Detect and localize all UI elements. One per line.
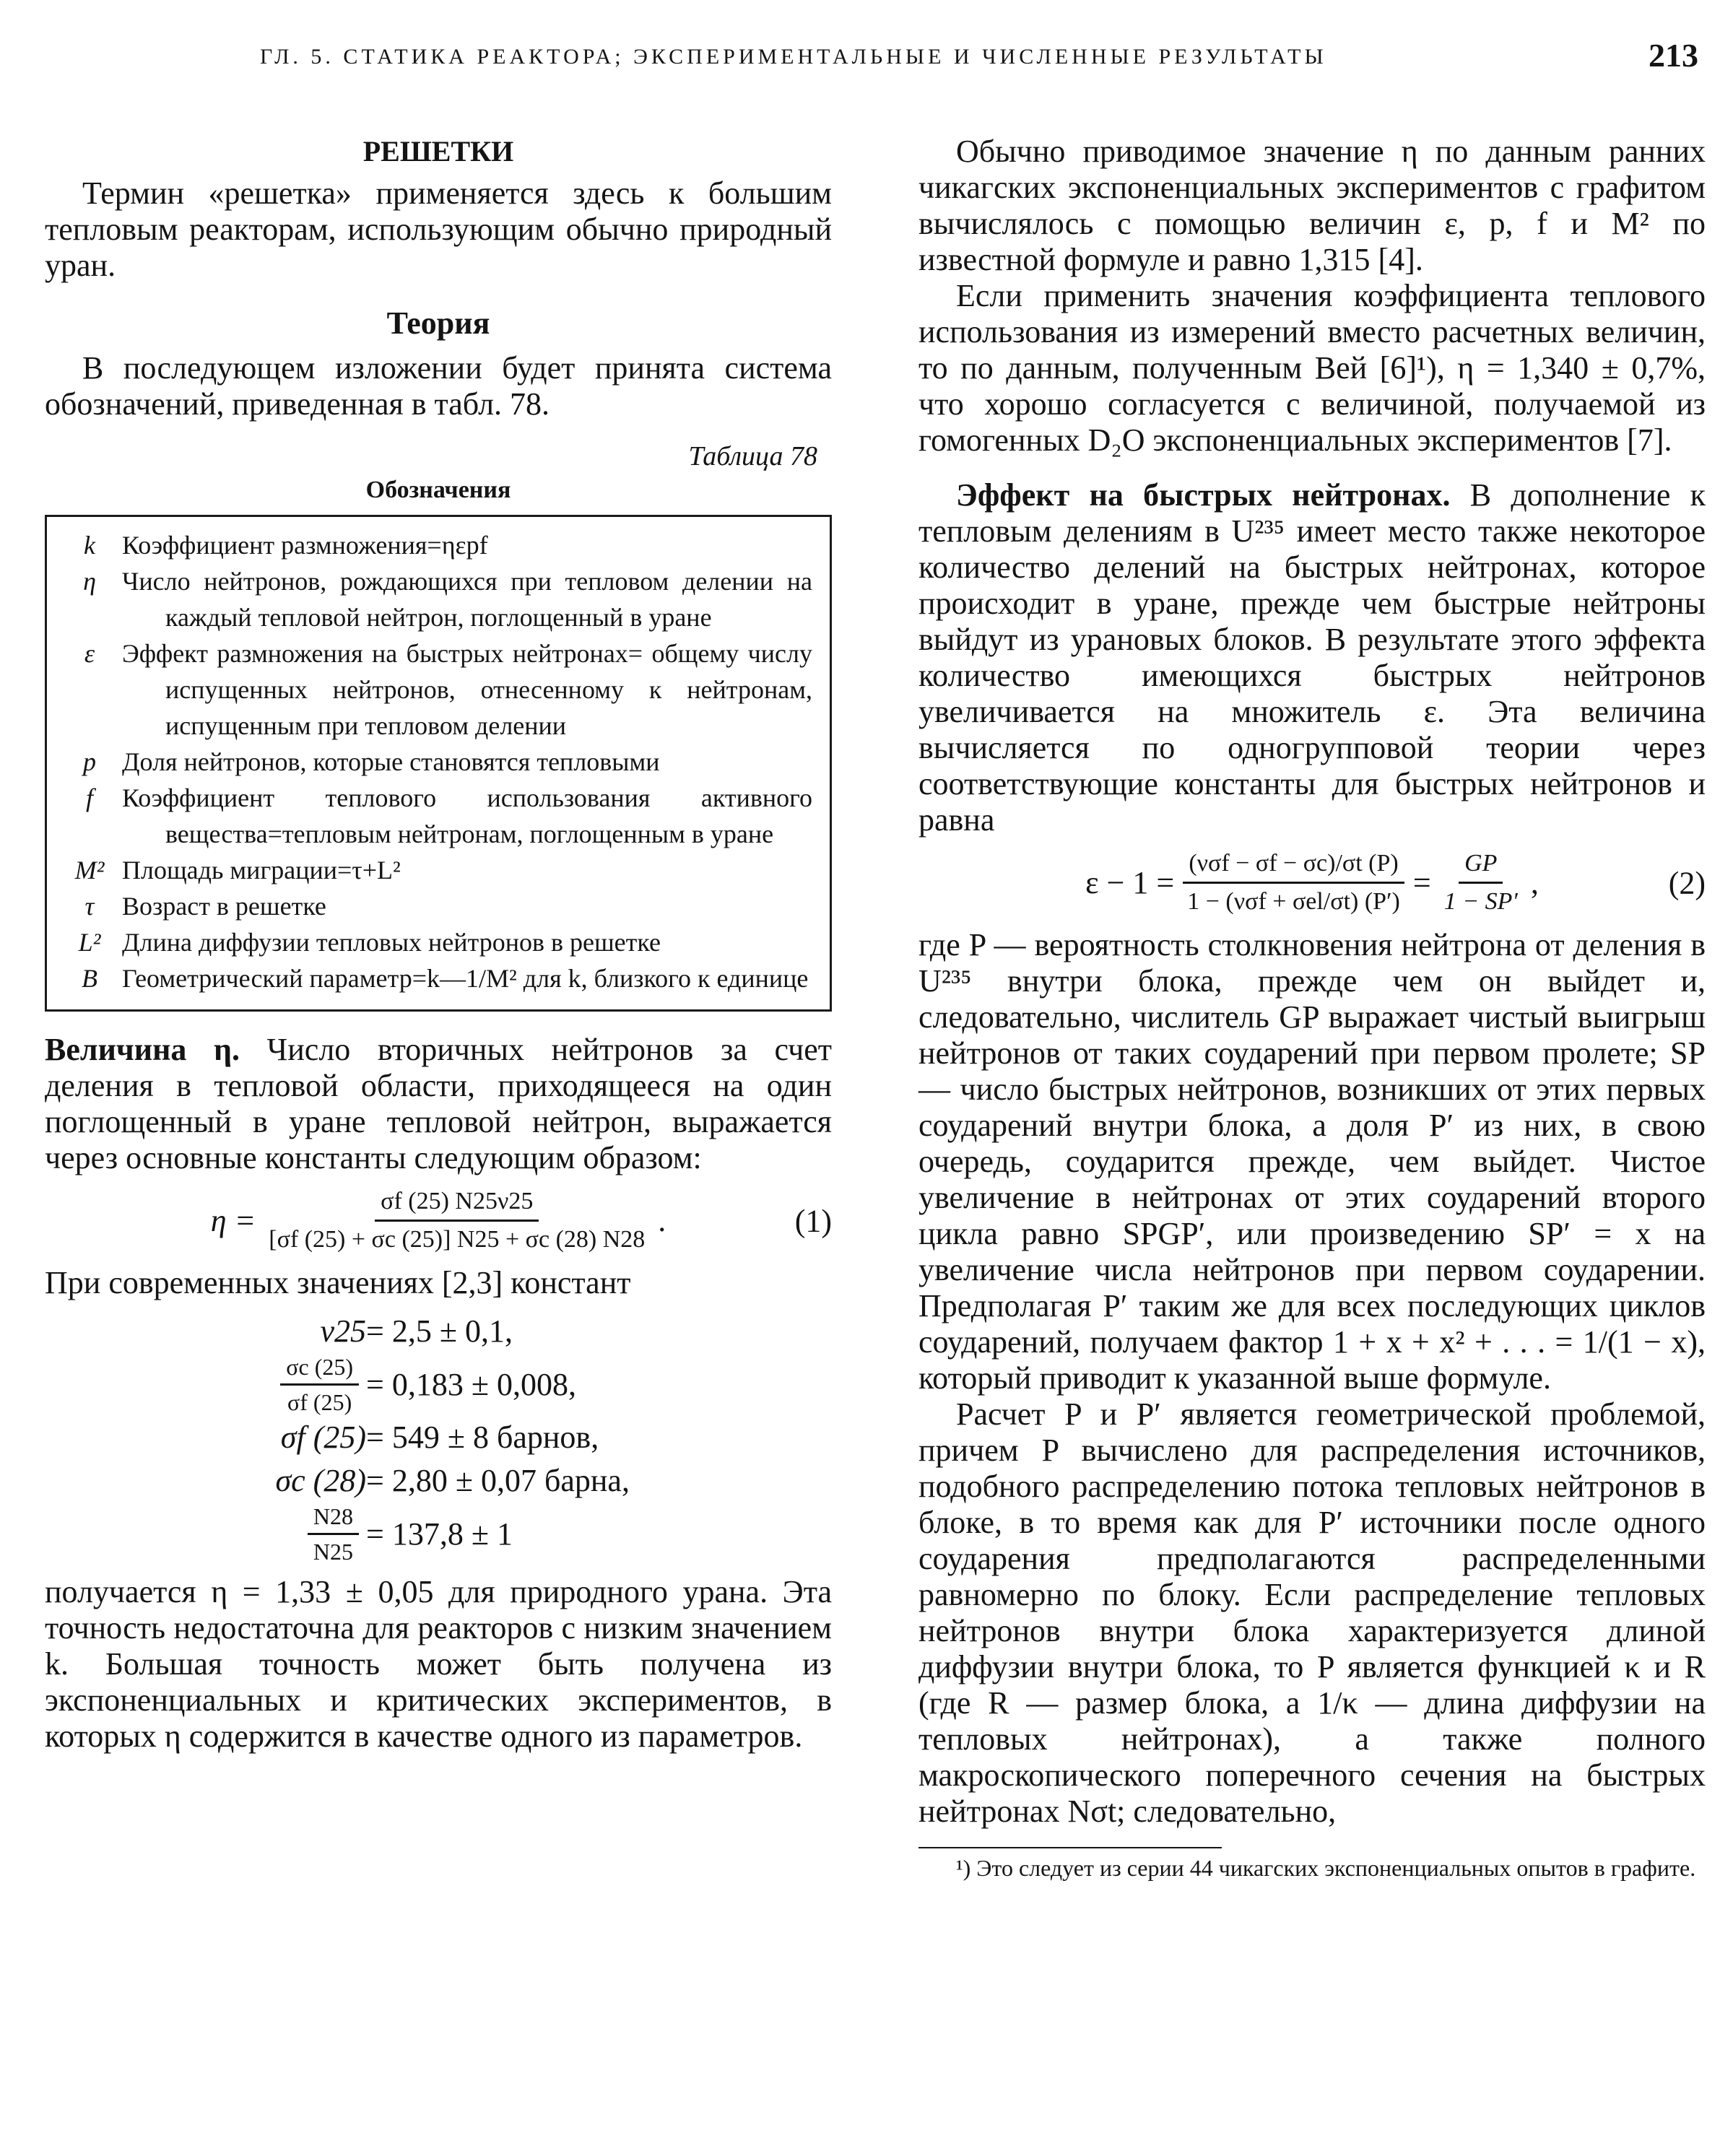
table-row: [57, 960, 812, 996]
table-symbol: ε: [84, 639, 95, 668]
eq2-equals: =: [1412, 865, 1431, 900]
eq1-tail: .: [658, 1203, 666, 1238]
eq2-denominator-1: 1 − (νσf + σel/σt) (P′): [1187, 888, 1400, 915]
table-title: Обозначения: [365, 477, 511, 503]
ratio-numerator: N28: [308, 1503, 359, 1535]
table-caption: Таблица 78: [688, 441, 817, 471]
paragraph-notation-intro: В последующем изложении будет принята система обозначений, приведенная в табл. 78.: [45, 350, 832, 422]
table-row: [57, 888, 812, 924]
fast-effect-text: В дополнение к тепловым делениям в U²³⁵ имеет место также некоторое количество делений на быстрых нейтронах, которое происходит в уране, прежде чем быстрые нейтроны выйдут из урановых блоков. В результате этого эффекта количество имеющихся быстрых нейтронов увеличивается на множитель ε. Эта величина вычисляется по одногрупповой теории через соответствующие константы для быстрых нейтронов и равна: [918, 477, 1706, 838]
value-lhs: σc (28): [275, 1463, 366, 1498]
right-column: [918, 134, 1706, 1882]
paragraph-eta: [45, 1032, 832, 1176]
theory-heading: Теория: [386, 305, 490, 341]
paragraph-probability: где P — вероятность столкновения нейтрона от деления в U²³⁵ внутри блока, прежде чем он выйдет и, следовательно, числитель GP выражает чистый выигрыш нейтронов от таких соударений при первом пролете; SP — число быстрых нейтронов, возникших от этих первых соударений внутри блока, а доля P′ из них, в свою очередь, соударится прежде, чем выйдет. Чистое увеличение в нейтронах от этих соударений второго цикла равно SPGP′, или произведению SP′ = x на увеличение числа нейтронов при первом соударении. Предполагая P′ таким же для всех последующих циклов соударений, получаем фактор 1 + x + x² + . . . = 1/(1 − x), который приводит к указанной выше формуле.: [918, 927, 1706, 1396]
value-lhs: ν25: [320, 1313, 366, 1349]
table-description: Геометрический параметр=k—1/M² для k, близкого к единице: [122, 964, 809, 993]
notation-table: [45, 515, 832, 1012]
footnote: ¹) Это следует из серии 44 чикагских экспоненциальных опытов в графите.: [956, 1855, 1696, 1881]
table-description: Число нейтронов, рождающихся при тепловом делении на каждый тепловой нейтрон, поглощенный в уране: [122, 567, 812, 632]
table-row: [57, 852, 812, 888]
paragraph-current-values: При современных значениях [2,3] констант: [45, 1265, 631, 1300]
section-heading: РЕШЕТКИ: [362, 135, 514, 168]
fast-effect-heading: Эффект на быстрых нейтронах.: [956, 477, 1451, 513]
value-lhs: σf (25): [280, 1420, 366, 1455]
eq2-lhs: ε − 1 =: [1085, 865, 1175, 900]
eta-heading: Величина η.: [45, 1032, 240, 1067]
table-row: [57, 924, 812, 960]
value-row: [45, 1416, 832, 1459]
value-rhs: = 2,5 ± 0,1,: [366, 1313, 513, 1349]
table-row: [57, 780, 812, 852]
page-number: 213: [1649, 37, 1698, 74]
footnote-rule: [918, 1847, 1222, 1848]
value-row: [45, 1459, 832, 1503]
paragraph-geometry: Расчет P и P′ является геометрической проблемой, причем P вычислено для распределения источников, подобного распределению потока тепловых нейтронов в блоке, в то время как для P′ источники после одного соударения предполагаются распределенными равномерно по блоку. Если распределение тепловых нейтронов внутри блока характеризуется длиной диффузии внутри блока, то P является функцией κ и R (где R — размер блока, а 1/κ — длина диффузии на тепловых нейтронах), а также полного макроскопического поперечного сечения на быстрых нейтронах Nσt; следовательно,: [918, 1396, 1706, 1829]
left-column: [45, 134, 832, 1755]
table-description: Коэффициент теплового использования активного вещества=тепловым нейтронам, поглощенным в уране: [122, 783, 812, 848]
value-rhs: = 549 ± 8 барнов,: [366, 1420, 599, 1455]
value-lhs: [45, 1353, 366, 1416]
table-symbol: L²: [78, 928, 101, 957]
constant-values: [45, 1310, 832, 1565]
ratio-fraction: [280, 1353, 359, 1416]
eq1-denominator: [σf (25) + σc (25)] N25 + σc (28) N28: [269, 1226, 646, 1253]
eq2-numerator-1: (νσf − σf − σc)/σt (P): [1183, 848, 1404, 884]
equation-2: [918, 848, 1706, 917]
value-row: [45, 1353, 832, 1416]
table-symbol: η: [83, 567, 96, 596]
value-row: [45, 1503, 832, 1565]
table-symbol: τ: [84, 892, 95, 921]
eq2-fraction-2: [1438, 848, 1524, 917]
value-row: [45, 1310, 832, 1353]
ratio-denominator: σf (25): [287, 1389, 352, 1415]
table-row: [57, 744, 812, 780]
table-row: [57, 563, 812, 635]
table-row: [57, 635, 812, 744]
table-symbol: M²: [74, 856, 105, 884]
eq1-number: (1): [794, 1203, 832, 1238]
eq2-numerator-2: GP: [1459, 848, 1503, 884]
eq1-lhs: η =: [210, 1203, 256, 1238]
paragraph-thermal-utilization: Если применить значения коэффициента теплового использования из измерений вместо расчетных величин, то по данным, полученным Вей [6]¹), η = 1,340 ± 0,7%, что хорошо согласуется с величиной, получаемой из гомогенных D₂O экспоненциальных экспериментов [7].: [918, 278, 1706, 458]
table-symbol: p: [83, 747, 96, 776]
table-description: Коэффициент размножения=ηεpf: [122, 531, 488, 560]
value-rhs: = 2,80 ± 0,07 барна,: [366, 1463, 630, 1498]
eq1-numerator: σf (25) N25ν25: [375, 1186, 539, 1222]
paragraph-eta-result: получается η = 1,33 ± 0,05 для природного урана. Эта точность недостаточна для реакторов с низким значением k. Большая точность может быть получена из экспоненциальных и критических экспериментов, в которых η содержится в качестве одного из параметров.: [45, 1574, 832, 1754]
eta-text: Число вторичных нейтронов за счет деления в тепловой области, приходящееся на один поглощенный в уране тепловой нейтрон, выражается через основные константы следующим образом:: [45, 1032, 833, 1175]
paragraph-lattice-term: Термин «решетка» применяется здесь к большим тепловым реакторам, использующим обычно природный уран.: [45, 175, 832, 283]
table-description: Длина диффузии тепловых нейтронов в решетке: [122, 928, 661, 957]
table-description: Эффект размножения на быстрых нейтронах= общему числу испущенных нейтронов, отнесенному к нейтронам, испущенным при тепловом делении: [122, 639, 812, 740]
eq2-denominator-2: 1 − SP′: [1443, 888, 1518, 915]
eq2-fraction-1: [1181, 848, 1406, 917]
table-symbol: B: [82, 964, 97, 993]
eq1-fraction: [263, 1186, 651, 1255]
table-symbol: k: [84, 531, 95, 560]
paragraph-fast-effect: [918, 477, 1706, 838]
running-header: ГЛ. 5. СТАТИКА РЕАКТОРА; ЭКСПЕРИМЕНТАЛЬНЫЕ И ЧИСЛЕННЫЕ РЕЗУЛЬТАТЫ: [260, 45, 1327, 69]
ratio-fraction: [308, 1503, 359, 1565]
table-description: Площадь миграции=τ+L²: [122, 856, 401, 884]
value-rhs: = 0,183 ± 0,008,: [366, 1366, 576, 1402]
table-description: Возраст в решетке: [122, 892, 326, 921]
eq2-number: (2): [1668, 865, 1706, 900]
table-symbol: f: [85, 783, 93, 812]
eq2-tail: ,: [1530, 865, 1539, 900]
table-description: Доля нейтронов, которые становятся тепловыми: [122, 747, 660, 776]
ratio-numerator: σc (25): [280, 1353, 359, 1386]
equation-1: [45, 1186, 832, 1255]
value-rhs: = 137,8 ± 1: [366, 1516, 513, 1552]
paragraph-chicago-value: Обычно приводимое значение η по данным ранних чикагских экспоненциальных экспериментов с графитом вычислялось с помощью величин ε, p, f и M² по известной формуле и равно 1,315 [4].: [918, 134, 1706, 277]
table-row: [57, 527, 812, 563]
value-lhs: [45, 1503, 366, 1565]
ratio-denominator: N25: [313, 1539, 353, 1565]
